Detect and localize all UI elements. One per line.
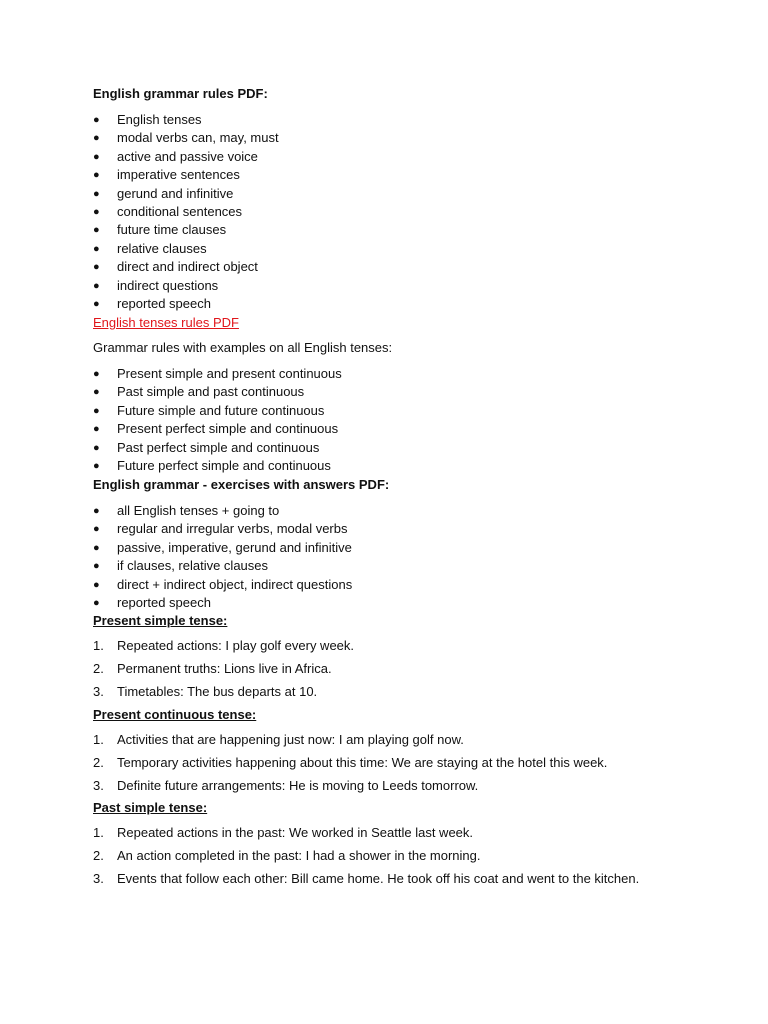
bullet-item-text: all English tenses + going to <box>117 503 280 518</box>
item-number: 3. <box>93 871 104 886</box>
bullet-dot-icon: ● <box>93 578 100 591</box>
bullet-dot-icon: ● <box>93 523 100 536</box>
section-heading-exercises: English grammar - exercises with answers PDF: <box>93 477 390 492</box>
bullet-item-text: regular and irregular verbs, modal verbs <box>117 521 348 537</box>
item-number: 2. <box>93 848 104 863</box>
bullet-dot-icon: ● <box>93 150 100 163</box>
bullet-dot-icon: ● <box>93 261 100 274</box>
bullet-item-text: relative clauses <box>117 240 207 256</box>
bullet-dot-icon: ● <box>93 279 100 292</box>
bullet-item-text: gerund and infinitive <box>117 185 234 201</box>
bullet-dot-icon: ● <box>93 386 100 399</box>
bullet-item-text: English tenses <box>117 112 202 127</box>
bullet-item-text: active and passive voice <box>117 148 258 164</box>
bullet-item-text: modal verbs can, may, must <box>117 130 279 146</box>
bullet-dot-icon: ● <box>93 368 100 380</box>
bullet-item-text: if clauses, relative clauses <box>117 558 269 574</box>
bullet-dot-icon: ● <box>93 541 100 554</box>
bullet-dot-icon: ● <box>93 132 100 145</box>
numbered-item-text: Timetables: The bus departs at 10. <box>117 684 318 699</box>
bullet-item-text: Past perfect simple and continuous <box>117 439 320 455</box>
section-heading-grammar-rules: English grammar rules PDF: <box>93 86 268 101</box>
bullet-item-text: imperative sentences <box>117 167 240 183</box>
bullet-dot-icon: ● <box>93 242 100 255</box>
present-continuous-heading: Present continuous tense: <box>93 707 257 722</box>
bullet-dot-icon: ● <box>93 460 100 472</box>
bullet-item-text: Present perfect simple and continuous <box>117 421 339 437</box>
bullet-item-text: indirect questions <box>117 277 219 293</box>
bullet-dot-icon: ● <box>93 298 100 310</box>
bullet-item-text: Future simple and future continuous <box>117 402 325 418</box>
bullet-dot-icon: ● <box>93 114 100 126</box>
item-number: 1. <box>93 638 104 653</box>
numbered-item-text: Events that follow each other: Bill came home. He took off his coat and went to the kitchen. <box>117 871 640 886</box>
bullet-dot-icon: ● <box>93 224 100 237</box>
bullet-item-text: Future perfect simple and continuous <box>117 458 331 473</box>
item-number: 2. <box>93 755 104 770</box>
bullet-dot-icon: ● <box>93 441 100 454</box>
bullet-dot-icon: ● <box>93 560 100 573</box>
bullet-dot-icon: ● <box>93 404 100 417</box>
bullet-item-text: direct + indirect object, indirect questions <box>117 576 353 592</box>
bullet-item-text: reported speech <box>117 595 211 610</box>
bullet-dot-icon: ● <box>93 505 100 517</box>
past-simple-heading: Past simple tense: <box>93 800 208 815</box>
bullet-item-text: direct and indirect object <box>117 259 258 275</box>
item-number: 3. <box>93 684 104 699</box>
item-number: 1. <box>93 732 104 747</box>
tenses-intro-text: Grammar rules with examples on all English tenses: <box>93 340 393 355</box>
bullet-dot-icon: ● <box>93 187 100 200</box>
bullet-item-text: Past simple and past continuous <box>117 384 305 400</box>
bullet-item-text: future time clauses <box>117 222 227 238</box>
item-number: 2. <box>93 661 104 676</box>
numbered-item-text: Repeated actions in the past: We worked in Seattle last week. <box>117 825 474 840</box>
numbered-item-text: Temporary activities happening about this time: We are staying at the hotel this week. <box>117 755 608 770</box>
bullet-dot-icon: ● <box>93 423 100 436</box>
english-tenses-rules-link[interactable]: English tenses rules PDF <box>93 315 239 330</box>
numbered-item-text: Activities that are happening just now: I am playing golf now. <box>117 732 464 747</box>
numbered-item-text: Permanent truths: Lions live in Africa. <box>117 661 332 676</box>
bullet-item-text: Present simple and present continuous <box>117 366 342 381</box>
numbered-item-text: An action completed in the past: I had a shower in the morning. <box>117 848 481 863</box>
item-number: 1. <box>93 825 104 840</box>
bullet-dot-icon: ● <box>93 206 100 218</box>
numbered-item-text: Repeated actions: I play golf every week. <box>117 638 355 653</box>
present-simple-heading: Present simple tense: <box>93 613 228 628</box>
bullet-dot-icon: ● <box>93 597 100 609</box>
bullet-item-text: passive, imperative, gerund and infinitive <box>117 539 352 555</box>
bullet-item-text: reported speech <box>117 296 211 311</box>
bullet-item-text: conditional sentences <box>117 204 243 219</box>
item-number: 3. <box>93 778 104 793</box>
bullet-dot-icon: ● <box>93 169 100 182</box>
numbered-item-text: Definite future arrangements: He is moving to Leeds tomorrow. <box>117 778 479 793</box>
